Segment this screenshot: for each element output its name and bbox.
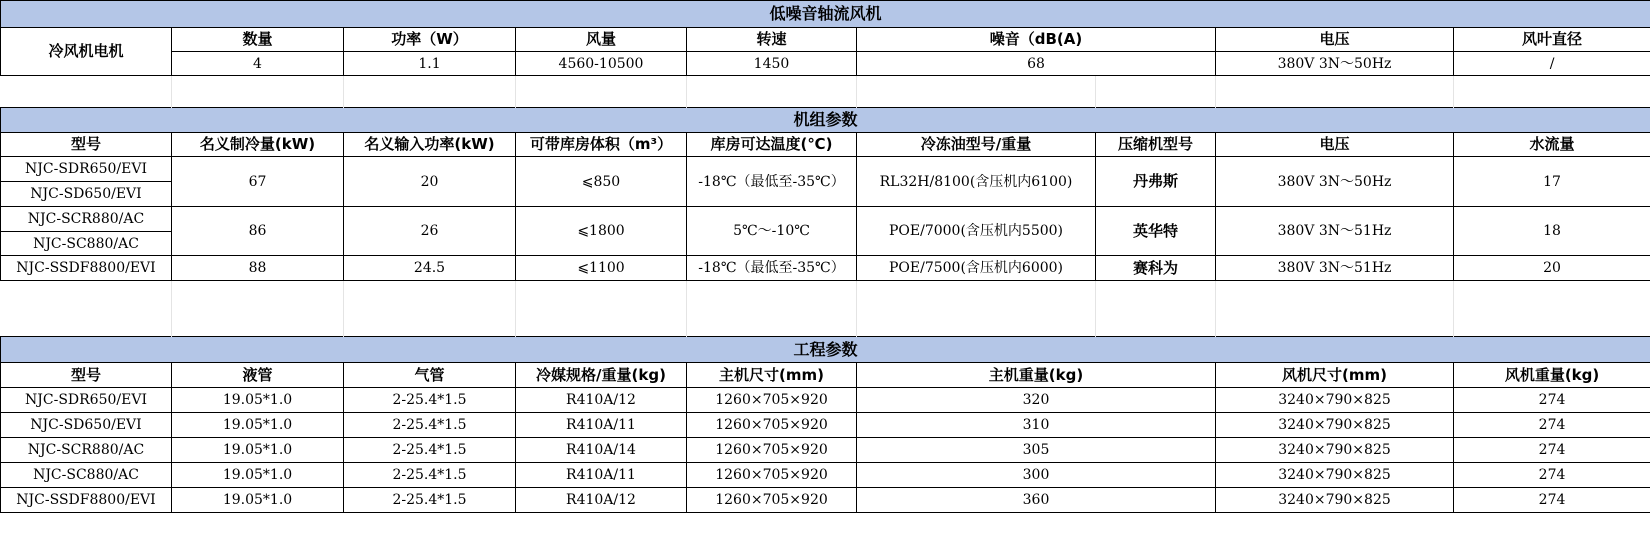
fan-value-airflow: 4560-10500: [516, 52, 687, 76]
unit-header-input-power: 名义输入功率(kW): [344, 133, 516, 157]
unit-model-cell: NJC-SD650/EVI: [1, 182, 172, 207]
eng-fan-weight-cell: 274: [1454, 463, 1650, 488]
eng-header-fan-size: 风机尺寸(mm): [1216, 363, 1454, 388]
eng-model-cell: NJC-SCR880/AC: [1, 438, 172, 463]
fan-header-blade-diameter: 风叶直径: [1454, 28, 1650, 52]
unit-header-voltage: 电压: [1216, 133, 1454, 157]
eng-fan-size-cell: 3240×790×825: [1216, 463, 1454, 488]
eng-model-cell: NJC-SD650/EVI: [1, 413, 172, 438]
table-row: [1, 463, 1650, 488]
unit-compressor-cell: 英华特: [1096, 207, 1216, 256]
eng-unit-weight-cell: 300: [857, 463, 1216, 488]
eng-refrigerant-cell: R410A/11: [516, 463, 687, 488]
unit-voltage-cell: 380V 3N～50Hz: [1216, 157, 1454, 207]
eng-gas-pipe-cell: 2-25.4*1.5: [344, 463, 516, 488]
eng-refrigerant-cell: R410A/12: [516, 388, 687, 413]
table-row: [1, 488, 1650, 513]
eng-header-unit-size: 主机尺寸(mm): [687, 363, 857, 388]
fan-header-voltage: 电压: [1216, 28, 1454, 52]
eng-unit-size-cell: 1260×705×920: [687, 413, 857, 438]
unit-oil-cell: POE/7000(含压机内5500): [857, 207, 1096, 256]
unit-oil-cell: RL32H/8100(含压机内6100): [857, 157, 1096, 207]
unit-header-cooling-capacity: 名义制冷量(kW): [172, 133, 344, 157]
eng-fan-weight-cell: 274: [1454, 388, 1650, 413]
unit-volume-cell: ⩽1800: [516, 207, 687, 256]
unit-model-cell: NJC-SDR650/EVI: [1, 157, 172, 182]
fan-value-voltage: 380V 3N～50Hz: [1216, 52, 1454, 76]
eng-header-unit-weight: 主机重量(kg): [857, 363, 1216, 388]
eng-unit-size-cell: 1260×705×920: [687, 388, 857, 413]
eng-unit-size-cell: 1260×705×920: [687, 488, 857, 513]
eng-fan-size-cell: 3240×790×825: [1216, 488, 1454, 513]
unit-model-cell: NJC-SC880/AC: [1, 232, 172, 256]
unit-header-water-flow: 水流量: [1454, 133, 1650, 157]
unit-compressor-cell: 丹弗斯: [1096, 157, 1216, 207]
eng-model-cell: NJC-SC880/AC: [1, 463, 172, 488]
eng-liquid-pipe-cell: 19.05*1.0: [172, 413, 344, 438]
eng-gas-pipe-cell: 2-25.4*1.5: [344, 488, 516, 513]
eng-liquid-pipe-cell: 19.05*1.0: [172, 438, 344, 463]
unit-model-cell: NJC-SSDF8800/EVI: [1, 256, 172, 281]
eng-unit-size-cell: 1260×705×920: [687, 438, 857, 463]
eng-gas-pipe-cell: 2-25.4*1.5: [344, 388, 516, 413]
unit-voltage-cell: 380V 3N～51Hz: [1216, 256, 1454, 281]
unit-header-oil: 冷冻油型号/重量: [857, 133, 1096, 157]
unit-header-compressor: 压缩机型号: [1096, 133, 1216, 157]
fan-value-quantity: 4: [172, 52, 344, 76]
unit-header-temperature: 库房可达温度(℃): [687, 133, 857, 157]
engineering-section-title: 工程参数: [1, 337, 1650, 363]
eng-unit-weight-cell: 310: [857, 413, 1216, 438]
unit-cooling-cell: 86: [172, 207, 344, 256]
unit-power-cell: 20: [344, 157, 516, 207]
table-row: [1, 438, 1650, 463]
eng-fan-weight-cell: 274: [1454, 413, 1650, 438]
unit-volume-cell: ⩽850: [516, 157, 687, 207]
eng-model-cell: NJC-SDR650/EVI: [1, 388, 172, 413]
unit-water-flow-cell: 17: [1454, 157, 1650, 207]
eng-liquid-pipe-cell: 19.05*1.0: [172, 488, 344, 513]
fan-value-power: 1.1: [344, 52, 516, 76]
unit-compressor-cell: 赛科为: [1096, 256, 1216, 281]
eng-fan-size-cell: 3240×790×825: [1216, 388, 1454, 413]
eng-refrigerant-cell: R410A/14: [516, 438, 687, 463]
unit-oil-cell: POE/7500(含压机内6000): [857, 256, 1096, 281]
eng-unit-weight-cell: 360: [857, 488, 1216, 513]
eng-fan-weight-cell: 274: [1454, 488, 1650, 513]
fan-section-title: 低噪音轴流风机: [1, 1, 1650, 28]
fan-value-noise: 68: [857, 52, 1216, 76]
eng-fan-size-cell: 3240×790×825: [1216, 438, 1454, 463]
unit-volume-cell: ⩽1100: [516, 256, 687, 281]
unit-voltage-cell: 380V 3N～51Hz: [1216, 207, 1454, 256]
eng-refrigerant-cell: R410A/11: [516, 413, 687, 438]
eng-header-gas-pipe: 气管: [344, 363, 516, 388]
eng-unit-weight-cell: 305: [857, 438, 1216, 463]
unit-water-flow-cell: 20: [1454, 256, 1650, 281]
eng-header-liquid-pipe: 液管: [172, 363, 344, 388]
eng-fan-weight-cell: 274: [1454, 438, 1650, 463]
unit-temperature-cell: 5℃～-10℃: [687, 207, 857, 256]
fan-value-blade-diameter: /: [1454, 52, 1650, 76]
eng-unit-weight-cell: 320: [857, 388, 1216, 413]
table-row: [1, 413, 1650, 438]
eng-gas-pipe-cell: 2-25.4*1.5: [344, 438, 516, 463]
unit-temperature-cell: -18℃（最低至-35℃）: [687, 157, 857, 207]
eng-header-fan-weight: 风机重量(kg): [1454, 363, 1650, 388]
table-row: [1, 388, 1650, 413]
eng-gas-pipe-cell: 2-25.4*1.5: [344, 413, 516, 438]
fan-row-label: 冷风机电机: [1, 28, 172, 76]
fan-header-noise: 噪音（dB(A): [857, 28, 1216, 52]
unit-power-cell: 24.5: [344, 256, 516, 281]
fan-header-power: 功率（W）: [344, 28, 516, 52]
unit-header-room-volume: 可带库房体积（m³）: [516, 133, 687, 157]
eng-refrigerant-cell: R410A/12: [516, 488, 687, 513]
unit-temperature-cell: -18℃（最低至-35℃）: [687, 256, 857, 281]
eng-liquid-pipe-cell: 19.05*1.0: [172, 388, 344, 413]
unit-cooling-cell: 88: [172, 256, 344, 281]
eng-model-cell: NJC-SSDF8800/EVI: [1, 488, 172, 513]
eng-header-model: 型号: [1, 363, 172, 388]
unit-section-title: 机组参数: [1, 108, 1650, 133]
unit-cooling-cell: 67: [172, 157, 344, 207]
fan-header-quantity: 数量: [172, 28, 344, 52]
eng-fan-size-cell: 3240×790×825: [1216, 413, 1454, 438]
eng-unit-size-cell: 1260×705×920: [687, 463, 857, 488]
unit-model-cell: NJC-SCR880/AC: [1, 207, 172, 232]
eng-header-refrigerant: 冷媒规格/重量(kg): [516, 363, 687, 388]
fan-value-speed: 1450: [687, 52, 857, 76]
unit-power-cell: 26: [344, 207, 516, 256]
eng-liquid-pipe-cell: 19.05*1.0: [172, 463, 344, 488]
unit-header-model: 型号: [1, 133, 172, 157]
fan-header-airflow: 风量: [516, 28, 687, 52]
unit-water-flow-cell: 18: [1454, 207, 1650, 256]
fan-header-speed: 转速: [687, 28, 857, 52]
